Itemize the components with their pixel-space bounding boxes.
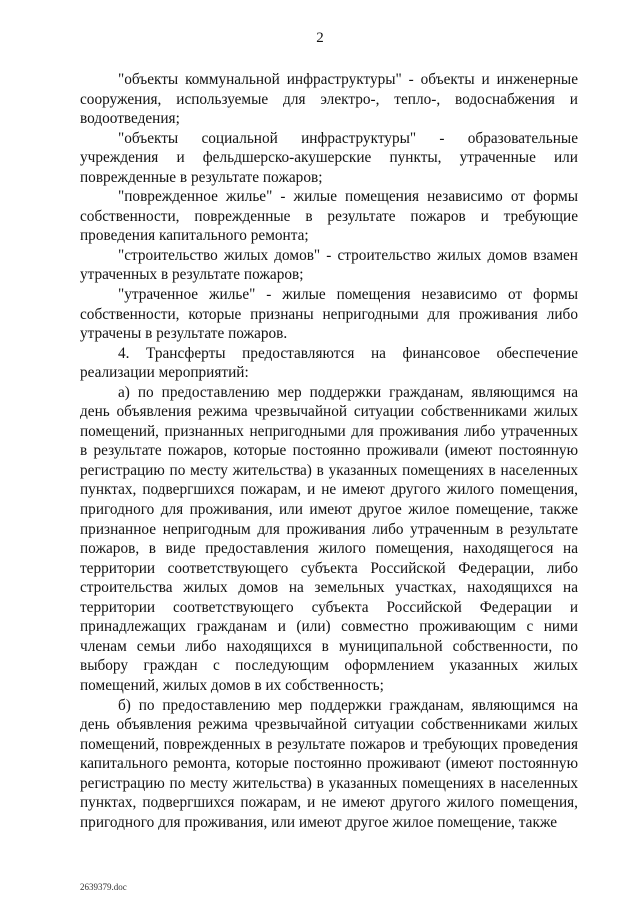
paragraph-social-infrastructure-definition: "объекты социальной инфраструктуры" - образовательные учреждения и фельдшерско-акушерские пункты, утраченные или поврежденные в результате пожаров; — [80, 129, 578, 186]
document-body — [80, 70, 578, 832]
document-filename: 2639379.doc — [80, 882, 127, 892]
paragraph-utilities-definition: "объекты коммунальной инфраструктуры" - объекты и инженерные сооружения, используемые для электро-, тепло-, водоснабжения и водоотведения; — [80, 71, 578, 128]
paragraph-section-4: 4. Трансферты предоставляются на финансовое обеспечение реализации мероприятий: — [80, 344, 578, 382]
paragraph-item-a: а) по предоставлению мер поддержки гражданам, являющимся на день объявления режима чрезвычайной ситуации собственниками жилых помещений, признанных непригодными для проживания либо утраченных в результате пожаров, которые постоянно проживали (имеют постоянную регистрацию по месту жительства) в указанных помещениях в населенных пунктах, подвергшихся пожарам, и не имеют другого жилого помещения, пригодного для проживания, или имеют другое жилое помещение, также признанное непригодным для проживания либо утраченным в результате пожаров, в виде предоставления жилого помещения, находящегося на территории соответствующего субъекта Российской Федерации, либо строительства жилых домов на земельных участках, находящихся на территории соответствующего субъекта Российской Федерации и принадлежащих гражданам и (или) совместно проживающим с ними членам семьи либо находящихся в муниципальной собственности, по выбору граждан с последующим оформлением указанных жилых помещений, жилых домов в их собственность; — [80, 383, 578, 694]
page-number: 2 — [316, 30, 324, 46]
paragraph-damaged-housing-definition: "поврежденное жилье" - жилые помещения независимо от формы собственности, поврежденные в результате пожаров и требующие проведения капитального ремонта; — [80, 188, 578, 245]
paragraph-item-b: б) по предоставлению мер поддержки гражданам, являющимся на день объявления режима чрезвычайной ситуации собственниками жилых помещений, поврежденных в результате пожаров и требующих проведения капитального ремонта, которые постоянно проживают (имеют постоянную регистрацию по месту жительства) в указанных помещениях в населенных пунктах, подвергшихся пожарам, и не имеют другого жилого помещения, пригодного для проживания, или имеют другое жилое помещение, также — [80, 696, 578, 831]
paragraph-house-construction-definition: "строительство жилых домов" - строительство жилых домов взамен утраченных в результате пожаров; — [80, 246, 578, 284]
paragraph-lost-housing-definition: "утраченное жилье" - жилые помещения независимо от формы собственности, которые признаны непригодными для проживания либо утрачены в результате пожаров. — [80, 286, 578, 343]
